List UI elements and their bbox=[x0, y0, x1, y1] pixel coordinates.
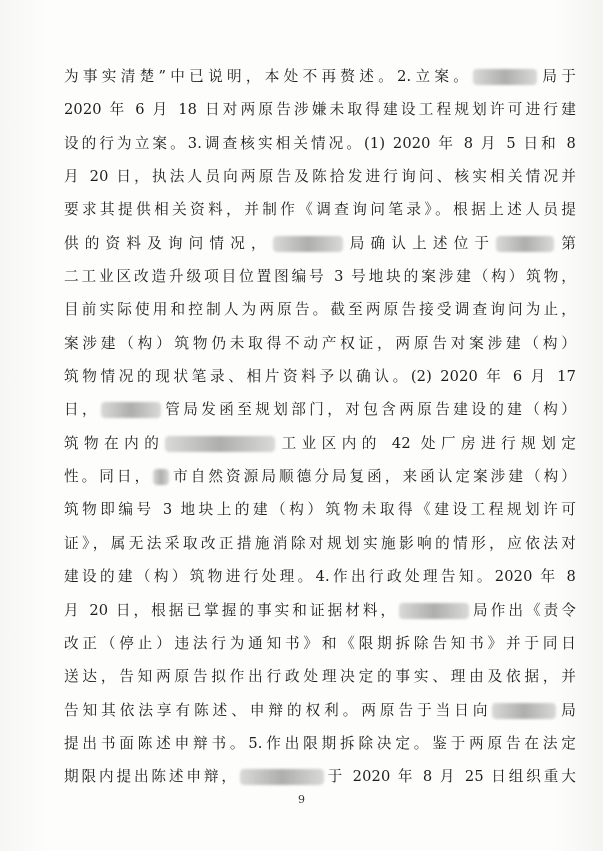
redaction-mark bbox=[273, 236, 343, 252]
redaction-mark bbox=[165, 436, 275, 452]
page-number: 9 bbox=[298, 793, 305, 806]
text-line-3: 设的行为立案。3.调查核实相关情况。(1) 2020 年 8 月 5 日和 8 bbox=[64, 134, 576, 152]
redaction-mark bbox=[492, 703, 556, 719]
text-line-21: 提出书面陈述申辩书。5.作出限期拆除决定。鉴于两原告在法定 bbox=[64, 734, 576, 752]
redaction-mark bbox=[473, 69, 537, 85]
text-line-6: 供的资料及询问情况， 局确认上述位于 第 bbox=[64, 234, 576, 252]
text-line-22: 期限内提出陈述申辩， 于 2020 年 8 月 25 日组织重大 bbox=[64, 768, 576, 786]
text-line-8: 目前实际使用和控制人为两原告。截至两原告接受调查询问为止， bbox=[64, 301, 576, 319]
text-line-20: 告知其依法享有陈述、申辩的权利。两原告于当日向 局 bbox=[64, 701, 577, 719]
text-line-7: 二工业区改造升级项目位置图编号 3 号地块的案涉建（构）筑物， bbox=[64, 268, 576, 286]
redaction-mark bbox=[496, 236, 554, 252]
text-line-17: 月 20 日，根据已掌握的事实和证据材料， 局作出《责令 bbox=[64, 601, 577, 619]
body-text bbox=[64, 60, 576, 794]
text-line-9: 案涉建（构）筑物仍未取得不动产权证，两原告对案涉建（构） bbox=[64, 334, 576, 352]
redaction-mark bbox=[101, 402, 161, 418]
text-line-4: 月 20 日，执法人员向两原告及陈拾发进行询问、核实相关情况并 bbox=[64, 168, 576, 186]
text-line-19: 送达，告知两原告拟作出行政处理决定的事实、理由及依据，并 bbox=[64, 668, 576, 686]
redaction-mark bbox=[399, 603, 469, 619]
text-line-14: 筑物即编号 3 地块上的建（构）筑物未取得《建设工程规划许可 bbox=[64, 501, 576, 519]
text-line-12: 筑物在内的 工业区内的 42 处厂房进行规划定 bbox=[64, 434, 576, 452]
text-line-15: 证》，属无法采取改正措施消除对规划实施影响的情形，应依法对 bbox=[64, 534, 576, 552]
text-line-18: 改正（停止）违法行为通知书》和《限期拆除告知书》并于同日 bbox=[64, 634, 576, 652]
text-line-2: 2020 年 6 月 18 日对两原告涉嫌未取得建设工程规划许可进行建 bbox=[64, 101, 576, 119]
text-line-5: 要求其提供相关资料，并制作《调查询问笔录》。根据上述人员提 bbox=[64, 201, 576, 219]
text-line-11: 日， 管局发函至规划部门，对包含两原告建设的建（构） bbox=[64, 401, 576, 419]
text-line-1: 为事实清楚”中已说明，本处不再赘述。2.立案。 局于 bbox=[64, 68, 576, 85]
redaction-mark bbox=[240, 769, 324, 785]
text-line-10: 筑物情况的现状笔录、相片资料予以确认。(2) 2020 年 6 月 17 bbox=[64, 368, 576, 386]
text-line-16: 建设的建（构）筑物进行处理。4.作出行政处理告知。2020 年 8 bbox=[64, 568, 576, 586]
text-line-13: 性。同日， 市自然资源局顺德分局复函，来函认定案涉建（构） bbox=[64, 468, 576, 486]
redaction-mark bbox=[153, 469, 169, 485]
